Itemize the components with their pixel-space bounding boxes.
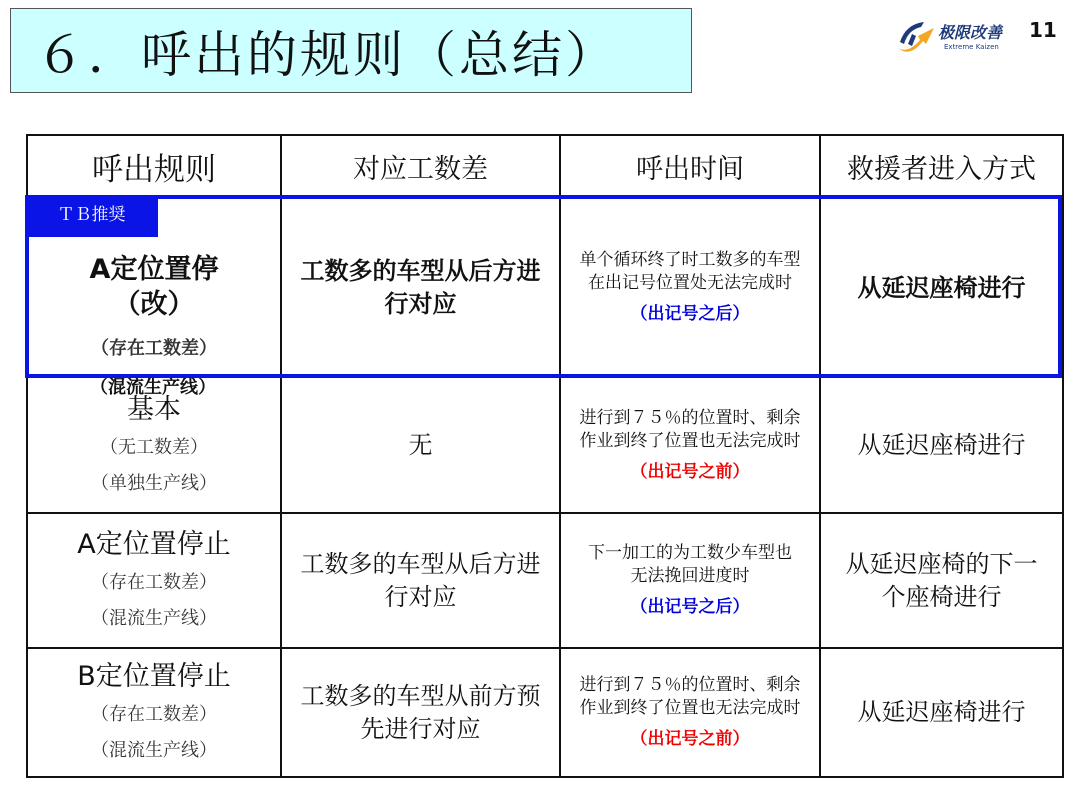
header-call-time: 呼出时间 (560, 135, 820, 197)
header-work-diff: 对应工数差 (281, 135, 560, 197)
call-time-cell (560, 197, 820, 377)
rule-condition: （存在工数差） (91, 704, 217, 725)
rule-condition: （存在工数差） (91, 338, 217, 359)
rescue-method-text: 从延迟座椅进行 (857, 698, 1026, 726)
call-rules-table (26, 134, 1064, 778)
rule-name: 基本 (127, 393, 181, 425)
header-rescue-method: 救援者进入方式 (820, 135, 1063, 197)
rule-name-suffix: （改） (113, 289, 195, 320)
table-row (27, 648, 1063, 777)
work-diff-text: 工数多的车型从后方进行对应 (300, 256, 541, 318)
work-diff-text: 工数多的车型从后方进行对应 (300, 549, 541, 611)
call-time-note: （出记号之前） (630, 729, 750, 749)
page-number: 11 (1029, 18, 1057, 42)
call-time-note: （出记号之后） (630, 597, 750, 617)
header-call-rule: 呼出规则 (27, 135, 281, 197)
call-time-note: （出记号之前） (630, 461, 750, 482)
rule-cell (27, 648, 281, 777)
call-time-cell (560, 513, 820, 648)
work-diff-text: 无 (408, 430, 433, 459)
slide-title: ６．呼出的规则（总结） (35, 25, 618, 84)
rescue-method-cell (820, 513, 1063, 648)
call-time-cell (560, 648, 820, 777)
logo-name: 极限改善 (938, 23, 1003, 42)
rule-condition: （无工数差） (100, 436, 208, 458)
slide-title-box (10, 8, 692, 93)
call-time-text: 单个循环终了时工数多的车型在出记号位置处无法完成时 (579, 249, 801, 293)
rule-cell (27, 513, 281, 648)
rescue-method-text: 从延迟座椅进行 (857, 430, 1026, 459)
table-header-row (27, 135, 1063, 197)
rule-name: A定位置停 (89, 254, 219, 285)
call-time-text: 进行到７５％的位置时、剩余作业到终了位置也无法完成时 (579, 407, 801, 451)
rule-line-type-overflow: （混流生产线） (90, 377, 216, 398)
rule-condition: （存在工数差） (91, 572, 217, 593)
rescue-method-text: 从延迟座椅的下一个座椅进行 (845, 549, 1038, 611)
brand-logo (894, 14, 1044, 60)
rescue-method-cell (820, 648, 1063, 777)
rescue-method-cell (820, 377, 1063, 513)
rule-line-type: （混流生产线） (91, 740, 217, 761)
table-row (27, 197, 1063, 377)
tb-recommended-tag: ＴＢ推奨 (25, 195, 158, 237)
work-diff-cell (281, 648, 560, 777)
work-diff-cell (281, 197, 560, 377)
work-diff-cell (281, 377, 560, 513)
rescue-method-text: 从延迟座椅进行 (857, 272, 1026, 302)
rule-line-type: （混流生产线） (91, 608, 217, 629)
call-time-note: （出记号之后） (630, 303, 750, 324)
call-time-text: 下一加工的为工数少车型也无法挽回进度时 (588, 543, 792, 586)
table-row (27, 513, 1063, 648)
call-time-cell (560, 377, 820, 513)
logo-swoosh-icon (894, 14, 938, 58)
rule-line-type: （单独生产线） (91, 472, 217, 494)
rule-name: B定位置停止 (77, 661, 231, 692)
logo-subtitle: Extreme Kaizen (944, 43, 999, 51)
rule-name: A定位置停止 (77, 529, 231, 560)
call-time-text: 进行到７５％的位置时、剩余作业到终了位置也无法完成时 (579, 675, 801, 718)
rescue-method-cell (820, 197, 1063, 377)
work-diff-text: 工数多的车型从前方预先进行对应 (300, 681, 541, 743)
work-diff-cell (281, 513, 560, 648)
